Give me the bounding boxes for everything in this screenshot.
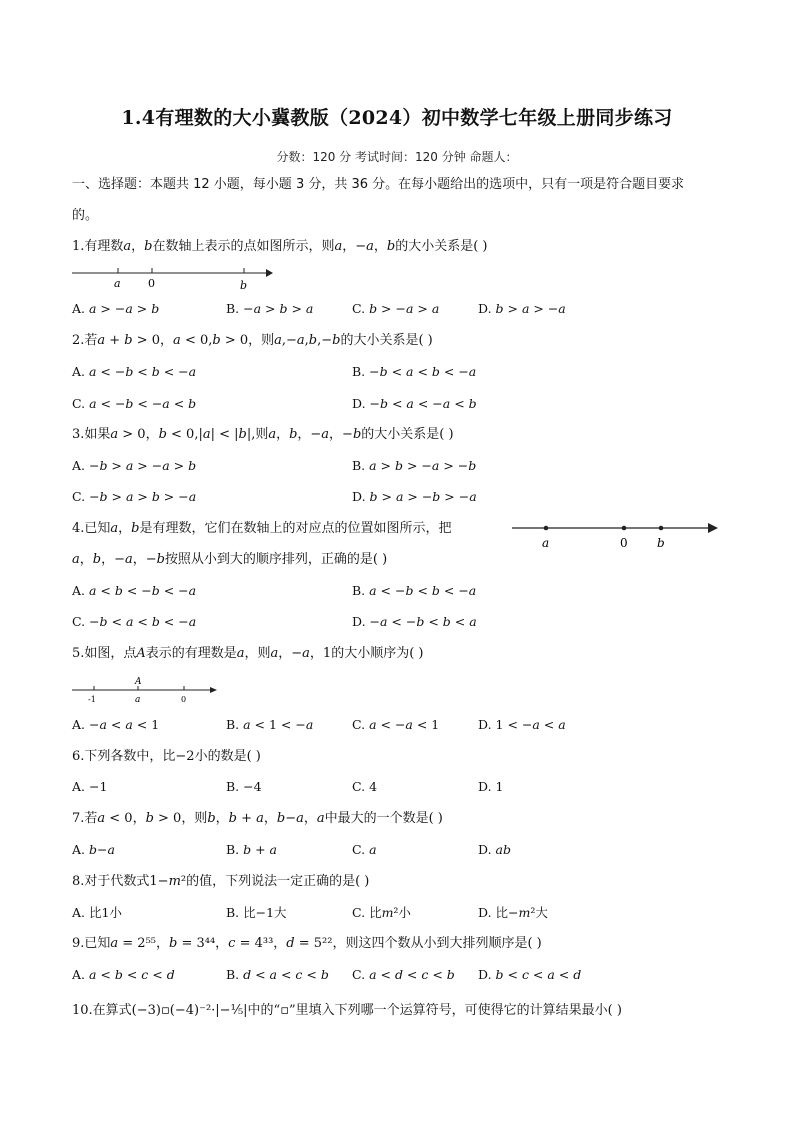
question-2-option-b: B. −𝑏 < 𝑎 < 𝑏 < −𝑎 bbox=[352, 364, 477, 379]
question-4-option-b: B. 𝑎 < −𝑏 < 𝑏 < −𝑎 bbox=[352, 583, 477, 598]
question-6-option-d: D. 1 bbox=[478, 779, 504, 794]
question-9-option-d: D. 𝑏 < 𝑐 < 𝑎 < 𝑑 bbox=[478, 967, 582, 982]
question-2-option-c: C. 𝑎 < −𝑏 < −𝑎 < 𝑏 bbox=[72, 396, 197, 411]
question-5-option-c: C. 𝑎 < −𝑎 < 1 bbox=[352, 717, 440, 732]
question-6-stem: 6.下列各数中，比−2小的数是( ) bbox=[72, 749, 261, 764]
question-1-option-c: C. 𝑏 > −𝑎 > 𝑎 bbox=[352, 301, 440, 316]
question-9-stem: 9.已知𝑎 = 2⁵⁵，𝑏 = 3⁴⁴，𝑐 = 4³³，𝑑 = 5²²，则这四个数从小到大排列顺序是( ) bbox=[72, 936, 542, 951]
question-5-number-line bbox=[70, 672, 220, 706]
question-7-option-d: D. 𝑎𝑏 bbox=[478, 842, 511, 857]
question-4-option-c: C. −𝑏 < 𝑎 < 𝑏 < −𝑎 bbox=[72, 614, 197, 629]
question-4-number-line bbox=[510, 518, 725, 552]
q1-label-b: b bbox=[240, 279, 248, 292]
question-7-stem: 7.若𝑎 < 0，𝑏 > 0，则𝑏，𝑏 + 𝑎，𝑏−𝑎，𝑎中最大的一个数是( ) bbox=[72, 811, 443, 826]
q4-label-b: b bbox=[657, 536, 665, 550]
question-5-option-d: D. 1 < −𝑎 < 𝑎 bbox=[478, 717, 566, 732]
page-title: 1.4有理数的大小冀教版（2024）初中数学七年级上册同步练习 bbox=[121, 107, 673, 129]
q5-label-minus-one: -1 bbox=[88, 695, 96, 704]
question-4-stem-line2: 𝑎，𝑏，−𝑎，−𝑏按照从小到大的顺序排列，正确的是( ) bbox=[72, 552, 388, 567]
question-6-option-c: C. 4 bbox=[352, 779, 378, 794]
question-8-option-a: A. 比1小 bbox=[72, 905, 122, 920]
question-8-option-d: D. 比−𝑚²大 bbox=[478, 905, 548, 920]
section-heading-line1: 一、选择题：本题共 12 小题，每小题 3 分，共 36 分。在每小题给出的选项中，只有一项是符合题目要求 bbox=[72, 177, 685, 192]
q4-label-a: a bbox=[542, 536, 550, 550]
question-7-option-a: A. 𝑏−𝑎 bbox=[72, 842, 115, 857]
question-3-option-d: D. 𝑏 > 𝑎 > −𝑏 > −𝑎 bbox=[352, 489, 477, 504]
question-1-number-line bbox=[70, 263, 275, 293]
question-4-option-d: D. −𝑎 < −𝑏 < 𝑏 < 𝑎 bbox=[352, 614, 477, 629]
question-3-option-b: B. 𝑎 > 𝑏 > −𝑎 > −𝑏 bbox=[352, 458, 477, 473]
q4-label-zero: 0 bbox=[620, 536, 628, 550]
question-5-option-a: A. −𝑎 < 𝑎 < 1 bbox=[72, 717, 160, 732]
question-3-option-a: A. −𝑏 > 𝑎 > −𝑎 > 𝑏 bbox=[72, 458, 197, 473]
section-heading-line2: 的。 bbox=[72, 208, 99, 223]
question-3-stem: 3.如果𝑎 > 0，𝑏 < 0,|𝑎| < |𝑏|,则𝑎，𝑏，−𝑎，−𝑏的大小关系是( ) bbox=[72, 427, 454, 442]
question-1-option-d: D. 𝑏 > 𝑎 > −𝑎 bbox=[478, 301, 566, 316]
question-3-option-c: C. −𝑏 > 𝑎 > 𝑏 > −𝑎 bbox=[72, 489, 197, 504]
q5-label-point-a: A bbox=[135, 677, 142, 687]
exam-info: 分数：120 分 考试时间：120 分钟 命题人： bbox=[276, 150, 518, 164]
question-7-option-c: C. 𝑎 bbox=[352, 842, 377, 857]
q5-label-a: a bbox=[135, 695, 141, 705]
question-9-option-b: B. 𝑑 < 𝑎 < 𝑐 < 𝑏 bbox=[226, 967, 329, 982]
question-10-stem: 10.在算式(−3)▫(−4)⁻²·|−⅕|中的“▫”里填入下列哪一个运算符号，可使得它的计算结果最小( ) bbox=[72, 1003, 622, 1018]
question-5-stem: 5.如图，点𝐴表示的有理数是𝑎，则𝑎，−𝑎，1的大小顺序为( ) bbox=[72, 646, 424, 661]
question-2-stem: 2.若𝑎 + 𝑏 > 0，𝑎 < 0,𝑏 > 0，则𝑎,−𝑎,𝑏,−𝑏的大小关系是( ) bbox=[72, 333, 433, 348]
question-6-option-b: B. −4 bbox=[226, 779, 262, 794]
question-8-stem: 8.对于代数式1−𝑚²的值，下列说法一定正确的是( ) bbox=[72, 874, 370, 889]
question-1-option-b: B. −𝑎 > 𝑏 > 𝑎 bbox=[226, 301, 314, 316]
question-9-option-c: C. 𝑎 < 𝑑 < 𝑐 < 𝑏 bbox=[352, 967, 455, 982]
question-4-option-a: A. 𝑎 < 𝑏 < −𝑏 < −𝑎 bbox=[72, 583, 197, 598]
question-8-option-c: C. 比𝑚²小 bbox=[352, 905, 411, 920]
question-2-option-a: A. 𝑎 < −𝑏 < 𝑏 < −𝑎 bbox=[72, 364, 197, 379]
question-9-option-a: A. 𝑎 < 𝑏 < 𝑐 < 𝑑 bbox=[72, 967, 175, 982]
q5-label-zero: 0 bbox=[181, 695, 187, 704]
question-1-stem: 1.有理数𝑎，𝑏在数轴上表示的点如图所示，则𝑎，−𝑎，𝑏的大小关系是( ) bbox=[72, 239, 488, 254]
question-2-option-d: D. −𝑏 < 𝑎 < −𝑎 < 𝑏 bbox=[352, 396, 477, 411]
question-6-option-a: A. −1 bbox=[72, 779, 108, 794]
question-8-option-b: B. 比−1大 bbox=[226, 905, 287, 920]
question-4-stem: 4.已知𝑎，𝑏是有理数，它们在数轴上的对应点的位置如图所示，把 bbox=[72, 521, 452, 536]
q1-label-zero: 0 bbox=[148, 277, 155, 290]
question-5-option-b: B. 𝑎 < 1 < −𝑎 bbox=[226, 717, 314, 732]
q1-label-a: a bbox=[114, 277, 121, 290]
question-7-option-b: B. 𝑏 + 𝑎 bbox=[226, 842, 278, 857]
question-1-option-a: A. 𝑎 > −𝑎 > 𝑏 bbox=[72, 301, 160, 316]
